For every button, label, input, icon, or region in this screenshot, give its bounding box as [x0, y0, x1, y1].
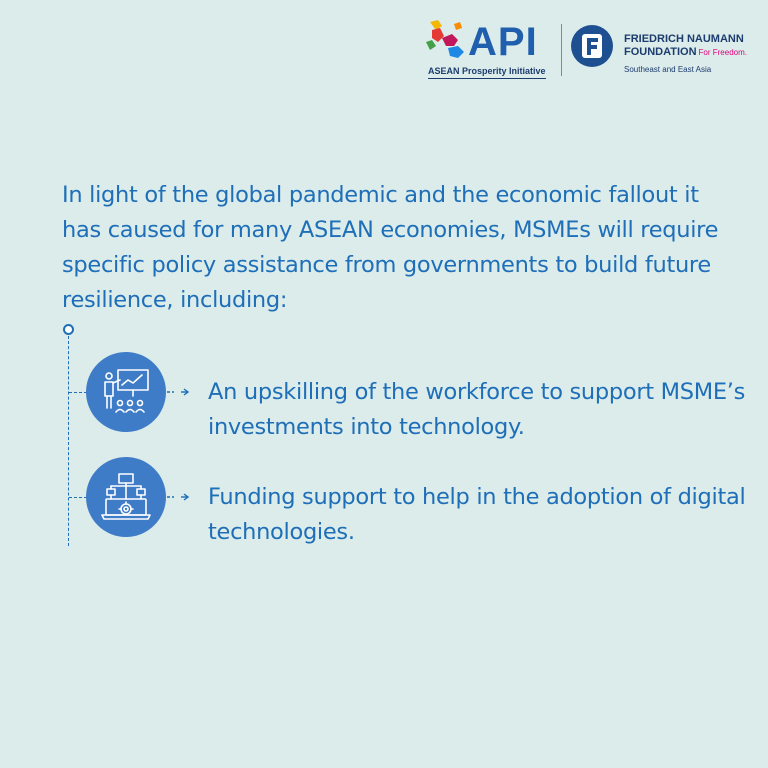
timeline-connector	[69, 392, 87, 393]
fnf-logo-line1: FRIEDRICH NAUMANN	[624, 33, 744, 45]
list-item-text: An upskilling of the workforce to support MSME’s investments into technology.	[208, 379, 746, 440]
timeline-connector	[69, 497, 87, 498]
presentation-training-icon	[86, 352, 166, 432]
asean-map-icon	[424, 16, 470, 62]
api-logo-text: API	[468, 20, 538, 64]
logo-divider	[561, 24, 562, 76]
laptop-digital-network-icon	[86, 457, 166, 537]
fnf-logo	[570, 22, 766, 82]
fnf-logo-tagline: For Freedom.	[698, 48, 747, 57]
arrow-right-icon	[167, 387, 191, 397]
fnf-logo-line2: FOUNDATION	[624, 46, 697, 58]
api-logo-subtitle: ASEAN Prosperity Initiative	[428, 66, 546, 76]
fnf-logo-name	[624, 33, 747, 59]
timeline-dot	[63, 324, 74, 335]
intro-text: In light of the global pandemic and the economic fallout it has caused for many ASEAN economies, MSMEs will require specific policy assistance from governments to build future resilience, including:	[62, 182, 719, 313]
api-logo	[424, 16, 548, 80]
list-item-text: Funding support to help in the adoption of digital technologies.	[208, 484, 746, 545]
timeline-line	[68, 336, 69, 546]
fnf-logo-region: Southeast and East Asia	[624, 65, 712, 74]
arrow-right-icon	[167, 492, 191, 502]
fnf-emblem-icon	[570, 24, 614, 68]
api-logo-underline	[428, 78, 546, 79]
